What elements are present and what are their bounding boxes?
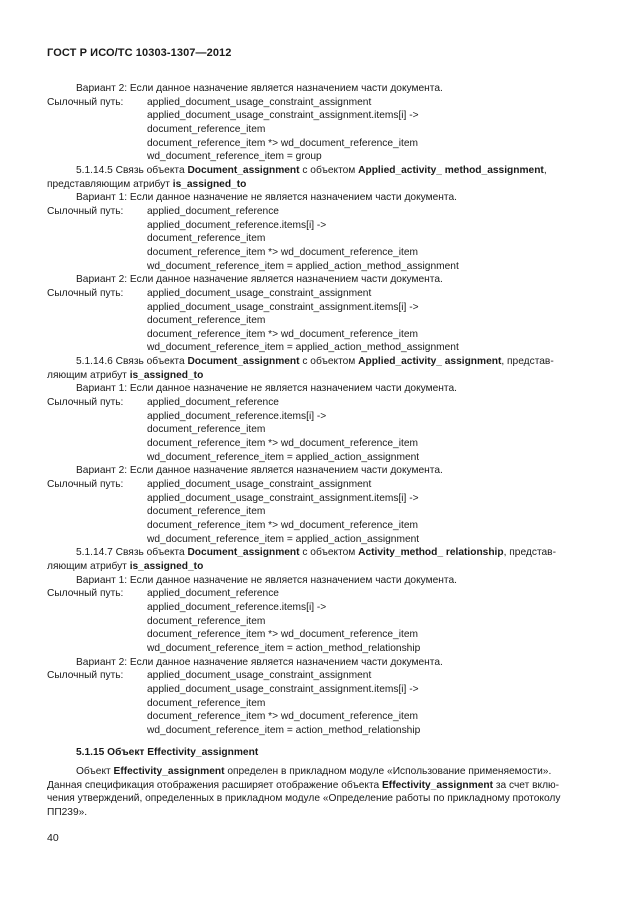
variant-text: Вариант 2: Если данное назначение является назначением части документа. [76, 465, 443, 477]
reference-path-row [47, 96, 587, 110]
section-5-1-14-6-title [47, 355, 587, 369]
reference-path-label: Сылочный путь: [47, 397, 124, 409]
title-text: с объектом [299, 547, 359, 559]
path-line: document_reference_item [147, 697, 266, 709]
title-text: , представ- [501, 356, 554, 368]
title-text: ляющим атрибут [47, 560, 130, 572]
reference-path-label: Сылочный путь: [47, 287, 124, 299]
title-text: с объектом [299, 356, 359, 368]
reference-path-row [47, 287, 587, 301]
entity-name: Effectivity_assignment [382, 779, 493, 791]
path-line: applied_document_reference [147, 588, 279, 600]
path-line: wd_document_reference_item = action_method_relationship [147, 642, 421, 654]
reference-path-row [47, 205, 587, 219]
section-5-1-15-heading: 5.1.15 Объект Effectivity_assignment [76, 746, 259, 758]
document-header: ГОСТ Р ИСО/ТС 10303-1307—2012 [47, 47, 232, 59]
variant-text: Вариант 1: Если данное назначение не является назначением части документа. [76, 574, 457, 586]
variant-text: Вариант 2: Если данное назначение является назначением части документа. [76, 274, 443, 286]
title-text: 5.1.14.5 Связь объекта [76, 164, 188, 176]
path-line: document_reference_item *> wd_document_reference_item [147, 246, 418, 258]
path-line: applied_document_usage_constraint_assignment.items[i] -> [147, 492, 419, 504]
path-line: document_reference_item *> wd_document_reference_item [147, 137, 418, 149]
path-line: wd_document_reference_item = applied_action_assignment [147, 451, 420, 463]
attribute-name: is_assigned_to [172, 178, 247, 190]
reference-path-label: Сылочный путь: [47, 205, 124, 217]
entity-name: Activity_method_ relationship [358, 547, 504, 559]
entity-name: Document_assignment [187, 164, 300, 176]
variant-text: Вариант 2: Если данное назначение является назначением части документа. [76, 83, 443, 94]
section-5-1-14-7-title [47, 546, 587, 560]
reference-path-row [47, 669, 587, 683]
variant-text: Вариант 1: Если данное назначение не является назначением части документа. [76, 192, 457, 204]
path-line: applied_document_reference.items[i] -> [147, 410, 327, 422]
reference-path-label: Сылочный путь: [47, 670, 124, 682]
path-line: applied_document_usage_constraint_assignment [147, 670, 372, 682]
section-title-cont [47, 369, 587, 383]
path-line: applied_document_usage_constraint_assignment.items[i] -> [147, 301, 419, 313]
path-line: document_reference_item [147, 233, 266, 245]
reference-path-row [47, 478, 587, 492]
paragraph-line: чения утверждений, определенных в прикладном модуле «Определение работы по прикладному протоколу [47, 793, 561, 805]
title-text: 5.1.14.6 Связь объекта [76, 356, 188, 368]
title-text: , представ- [503, 547, 556, 559]
path-line: applied_document_reference [147, 205, 279, 217]
paragraph-text: определен в прикладном модуле «Использование применяемости». [224, 766, 552, 778]
title-text: ляющим атрибут [47, 369, 130, 381]
paragraph-line [47, 765, 587, 779]
path-line: applied_document_usage_constraint_assignment [147, 479, 372, 491]
reference-path-row [47, 587, 587, 601]
paragraph-text: за счет вклю- [492, 779, 560, 791]
path-line: document_reference_item *> wd_document_reference_item [147, 520, 418, 531]
path-line: document_reference_item [147, 424, 266, 436]
path-line: applied_document_usage_constraint_assignment.items[i] -> [147, 110, 419, 122]
title-text: с объектом [299, 164, 359, 176]
reference-path-label: Сылочный путь: [47, 588, 124, 600]
path-line: wd_document_reference_item = group [147, 151, 322, 163]
path-line: document_reference_item [147, 506, 266, 518]
path-line: document_reference_item *> wd_document_reference_item [147, 328, 418, 340]
paragraph-line [47, 779, 587, 793]
reference-path-label: Сылочный путь: [47, 96, 124, 108]
paragraph-line: ПП239». [47, 807, 88, 819]
entity-name: Document_assignment [187, 547, 300, 559]
entity-name: Applied_activity_ assignment [358, 356, 502, 368]
section-5-1-15-paragraph [47, 765, 587, 820]
path-line: applied_document_usage_constraint_assignment [147, 287, 372, 299]
path-line: document_reference_item [147, 123, 266, 135]
title-text: 5.1.14.7 Связь объекта [76, 547, 188, 559]
path-line: wd_document_reference_item = applied_action_assignment [147, 533, 420, 545]
path-line: document_reference_item *> wd_document_reference_item [147, 711, 418, 723]
path-line: applied_document_reference.items[i] -> [147, 219, 327, 231]
path-line: applied_document_usage_constraint_assignment [147, 96, 372, 108]
path-line: applied_document_usage_constraint_assignment.items[i] -> [147, 683, 419, 695]
entity-name: Applied_activity_ method_assignment [358, 164, 544, 176]
path-line: applied_document_reference [147, 397, 279, 409]
page-number: 40 [47, 832, 59, 844]
attribute-name: is_assigned_to [129, 560, 204, 572]
variant-text: Вариант 1: Если данное назначение не является назначением части документа. [76, 383, 457, 395]
title-text: , [543, 164, 547, 176]
attribute-name: is_assigned_to [129, 369, 204, 381]
path-line: document_reference_item [147, 615, 266, 627]
document-body [47, 82, 587, 820]
path-line: wd_document_reference_item = action_method_relationship [147, 724, 421, 736]
path-line: applied_document_reference.items[i] -> [147, 601, 327, 613]
entity-name: Effectivity_assignment [113, 766, 225, 778]
section-title-cont [47, 560, 587, 574]
section-title-cont [47, 178, 587, 192]
reference-path-label: Сылочный путь: [47, 479, 124, 491]
entity-name: Document_assignment [187, 356, 300, 368]
path-line: document_reference_item *> wd_document_reference_item [147, 438, 418, 450]
title-text: представляющим атрибут [47, 178, 173, 190]
path-line: wd_document_reference_item = applied_action_method_assignment [147, 260, 459, 272]
section-5-1-14-5-title [47, 164, 587, 178]
variant-text: Вариант 2: Если данное назначение является назначением части документа. [76, 656, 443, 668]
reference-path-row [47, 396, 587, 410]
path-line: wd_document_reference_item = applied_action_method_assignment [147, 342, 459, 354]
paragraph-text: Данная спецификация отображения расширяет отображение объекта [47, 779, 383, 791]
path-line: document_reference_item [147, 315, 266, 327]
paragraph-text: Объект [76, 766, 114, 778]
path-line: document_reference_item *> wd_document_reference_item [147, 629, 418, 641]
